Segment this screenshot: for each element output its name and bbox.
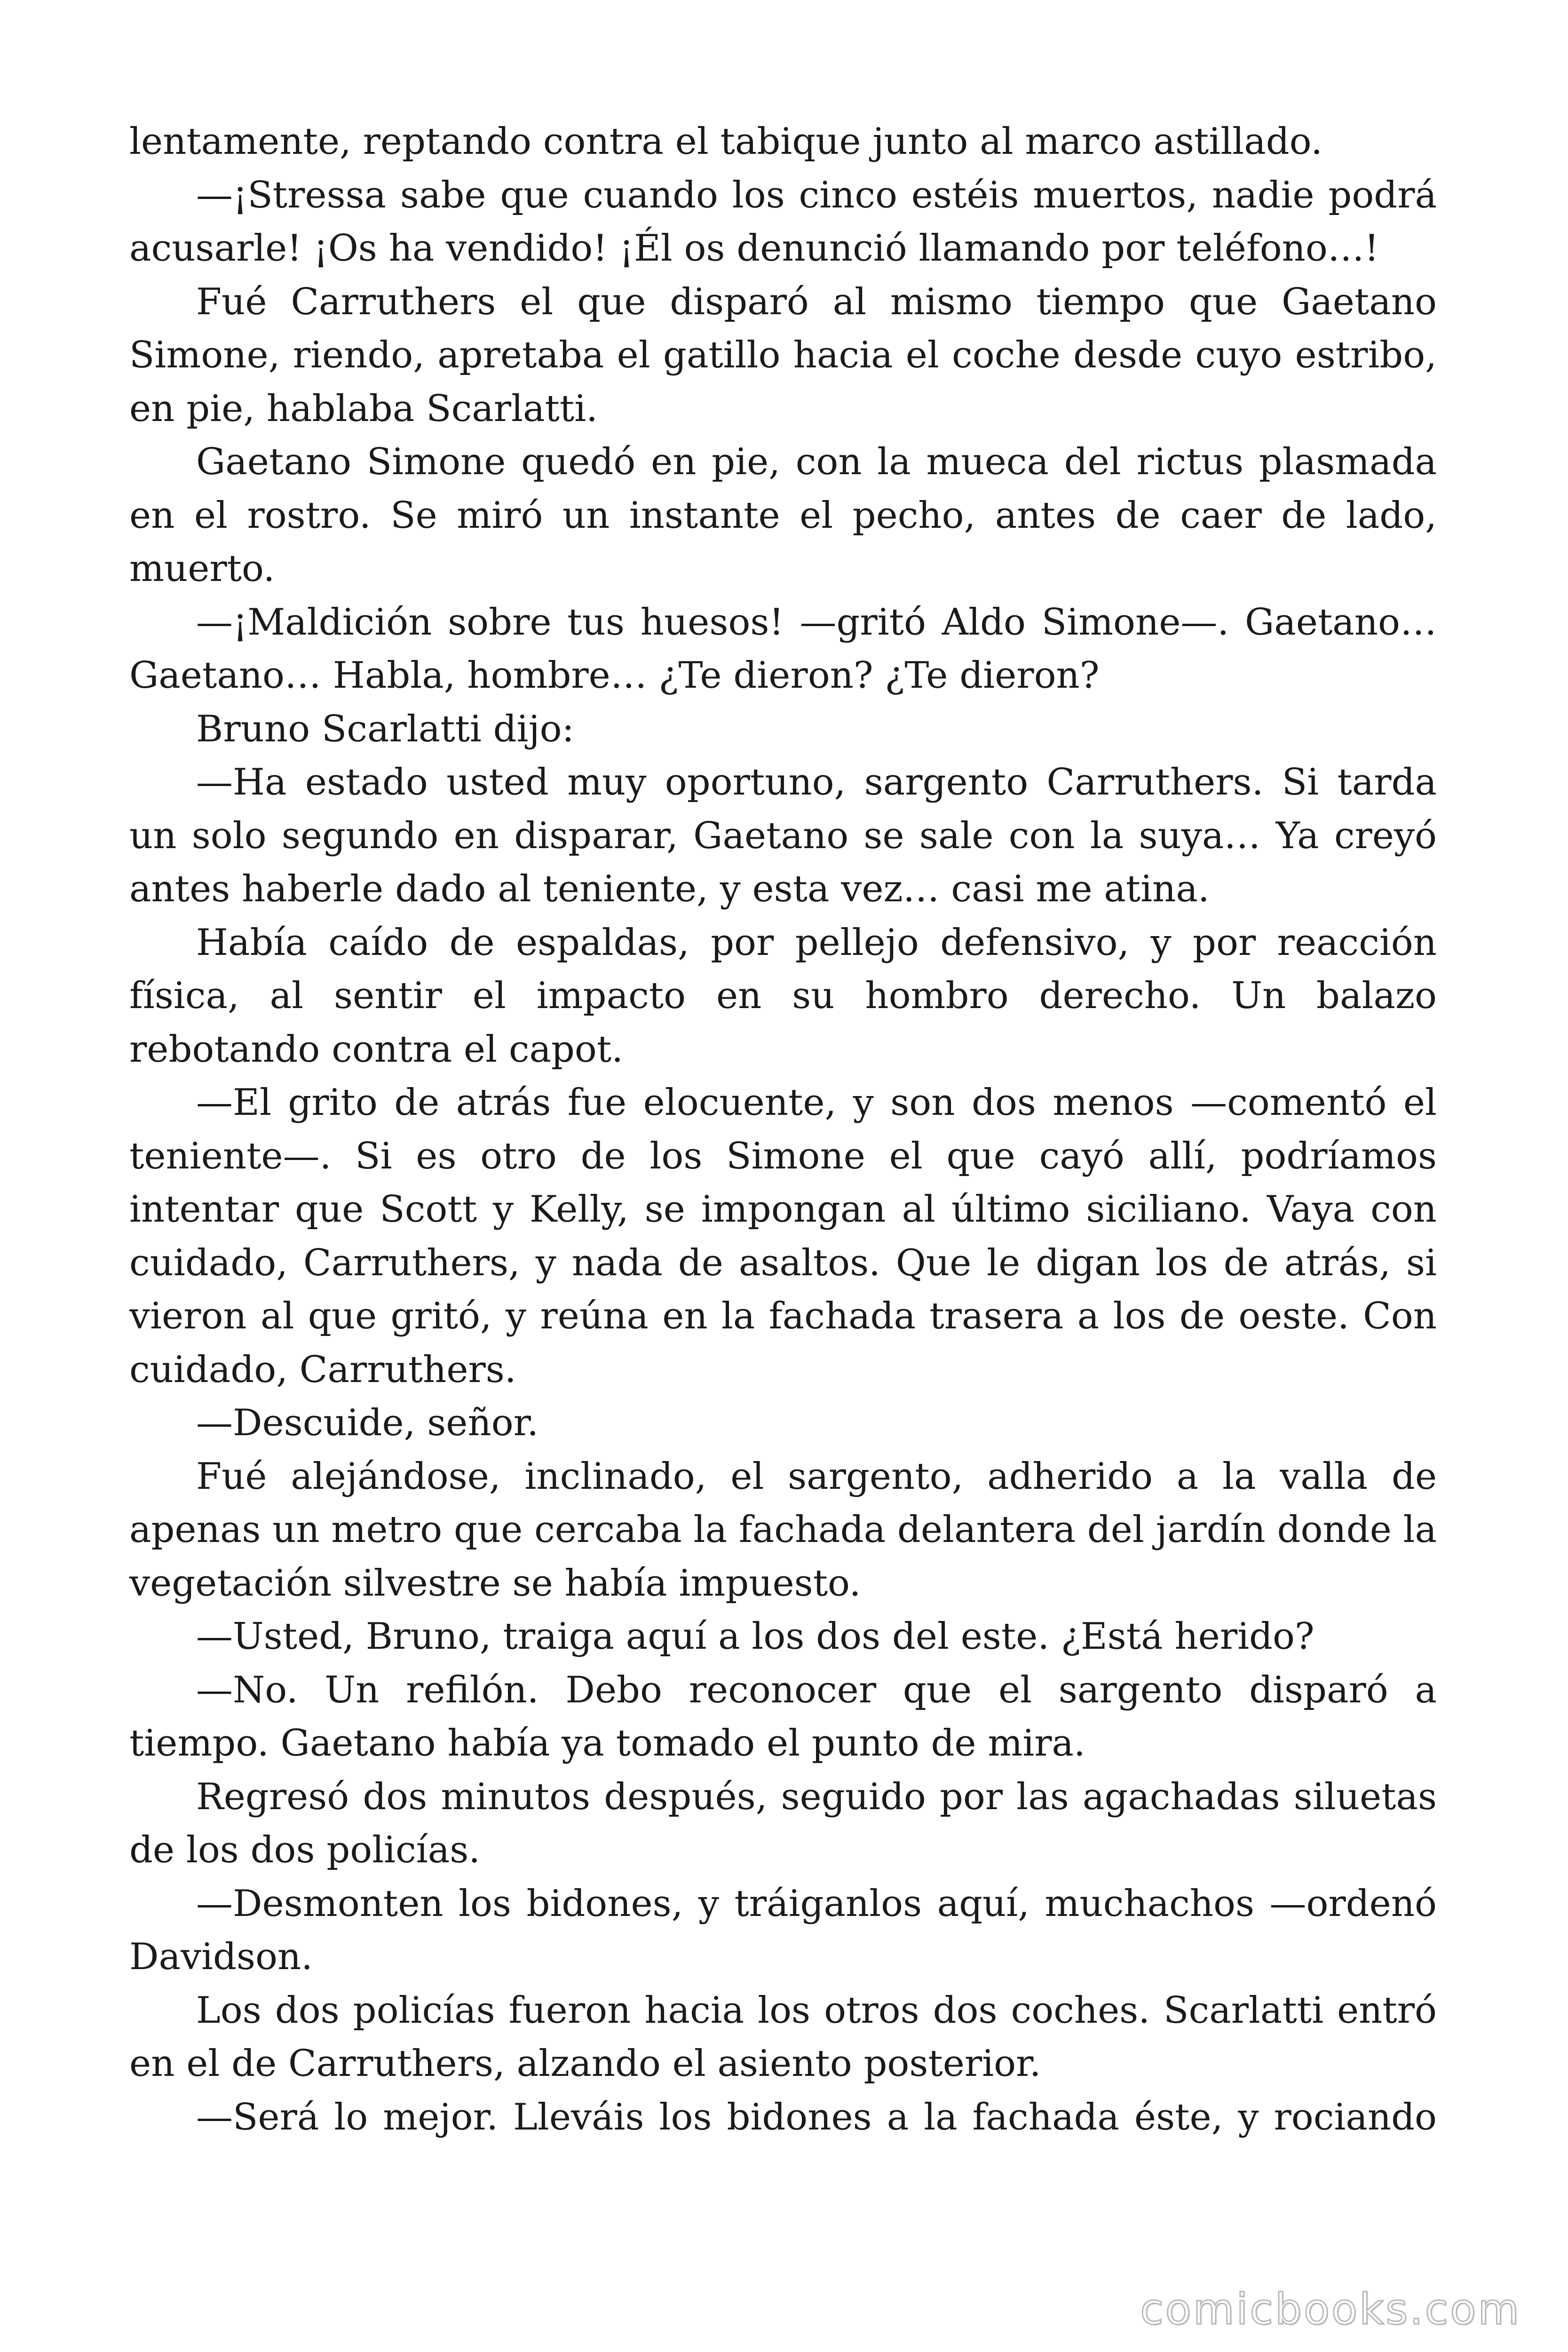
paragraph: —Desmonten los bidones, y tráiganlos aquí, muchachos —ordenó Davidson.	[129, 1882, 1437, 1978]
paragraph: —Ha estado usted muy oportuno, sargento Carruthers. Si tarda un solo segundo en disparar, Gaetano se sale con la suya… Ya creyó antes haberle dado al teniente, y esta vez… casi me atina.	[129, 761, 1437, 910]
paragraph: —Descuide, señor.	[196, 1402, 539, 1444]
paragraph: —Usted, Bruno, traiga aquí a los dos del este. ¿Está herido?	[196, 1615, 1315, 1658]
paragraph: —¡Stressa sabe que cuando los cinco estéis muertos, nadie podrá acusarle! ¡Os ha vendido! ¡Él os denunció llamando por teléfono…!	[129, 174, 1437, 270]
paragraph: Fué alejándose, inclinado, el sargento, adherido a la valla de apenas un metro que cercaba la fachada delantera del jardín donde la vegetación silvestre se había impuesto.	[129, 1455, 1437, 1605]
paragraph: Bruno Scarlatti dijo:	[196, 707, 574, 750]
paragraph: Fué Carruthers el que disparó al mismo tiempo que Gaetano Simone, riendo, apretaba el gatillo hacia el coche desde cuyo estribo, en pie, hablaba Scarlatti.	[129, 280, 1437, 430]
paragraph: lentamente, reptando contra el tabique junto al marco astillado.	[129, 120, 1323, 163]
paragraph: —Será lo mejor. Lleváis los bidones a la fachada éste, y rociando	[196, 2096, 1437, 2138]
paragraph: —No. Un refilón. Debo reconocer que el sargento disparó a tiempo. Gaetano había ya tomado el punto de mira.	[129, 1669, 1437, 1764]
paragraph: Los dos policías fueron hacia los otros dos coches. Scarlatti entró en el de Carruthers, alzando el asiento posterior.	[129, 1989, 1437, 2085]
paragraph: Había caído de espaldas, por pellejo defensivo, y por reacción física, al sentir el impacto en su hombro derecho. Un balazo rebotando contra el capot.	[129, 921, 1437, 1071]
paragraph: —¡Maldición sobre tus huesos! —gritó Aldo Simone—. Gaetano… Gaetano… Habla, hombre… ¿Te dieron? ¿Te dieron?	[129, 601, 1437, 697]
page-text	[129, 115, 1437, 2144]
paragraph: Regresó dos minutos después, seguido por las agachadas siluetas de los dos policías.	[129, 1775, 1437, 1871]
paragraph: Gaetano Simone quedó en pie, con la mueca del rictus plasmada en el rostro. Se miró un instante el pecho, antes de caer de lado, muerto.	[129, 441, 1437, 590]
paragraph: —El grito de atrás fue elocuente, y son dos menos —comentó el teniente—. Si es otro de los Simone el que cayó allí, podríamos intentar que Scott y Kelly, se impongan al último siciliano. Vaya con cuidado, Carruthers, y nada de asaltos. Que le digan los de atrás, si vieron al que gritó, y reúna en la fachada trasera a los de oeste. Con cuidado, Carruthers.	[129, 1081, 1437, 1391]
watermark: comicbooks.com	[1140, 2285, 1521, 2334]
